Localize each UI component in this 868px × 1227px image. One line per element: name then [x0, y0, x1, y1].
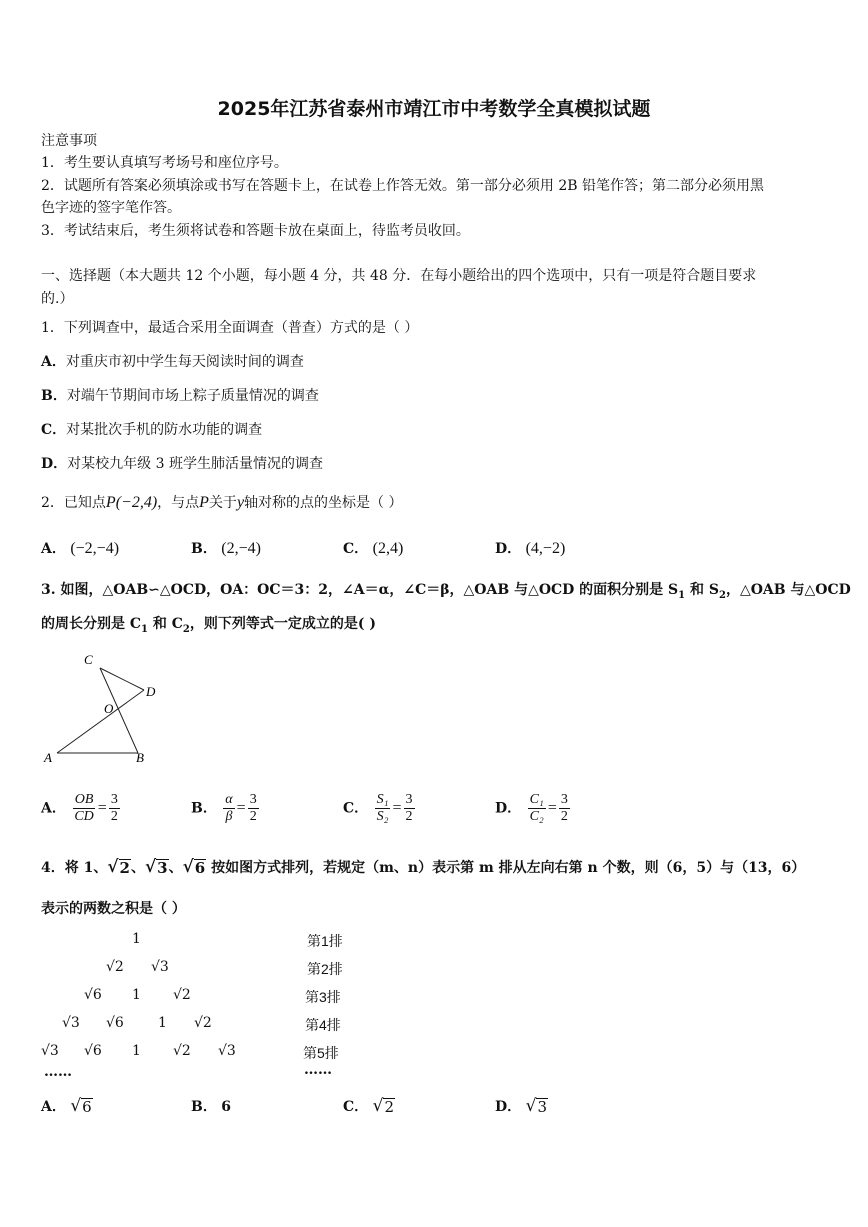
row-label: 第3排 — [305, 989, 341, 1005]
q1-option-c: C．对某批次手机的防水功能的调查 — [41, 422, 263, 438]
question-2-stem: 2．已知点P(−2,4)，与点P关于y轴对称的点的坐标是（ ） — [41, 494, 403, 511]
q3-option-c: C． $\frac{\text{S₁}}{\text{S₂}}$ = $\frac{3}{2}$ — [343, 792, 413, 824]
triangle-cell: √6 — [106, 1015, 124, 1031]
row-label: 第1排 — [307, 933, 343, 949]
q1-option-a: A．对重庆市初中学生每天阅读时间的调查 — [41, 354, 304, 370]
notice-heading: 注意事项 — [41, 133, 97, 149]
triangle-cell: √3 — [41, 1043, 59, 1059]
notice-item: 3．考试结束后，考生须将试卷和答题卡放在桌面上，待监考员收回。 — [41, 223, 470, 239]
label-a: A — [44, 750, 52, 765]
row-label: 第2排 — [307, 961, 343, 977]
q2-option-c: C． (2,4) — [343, 540, 404, 557]
triangle-figure — [40, 650, 170, 770]
row-label: 第4排 — [305, 1017, 341, 1033]
triangle-cell: √3 — [218, 1043, 236, 1059]
triangle-cell: 1 — [132, 987, 141, 1003]
q1-option-d: D．对某校九年级 3 班学生肺活量情况的调查 — [41, 456, 323, 472]
question-1-stem: 1．下列调查中，最适合采用全面调查（普查）方式的是（ ） — [41, 320, 419, 336]
triangle-cell: 1 — [158, 1015, 167, 1031]
label-c: C — [84, 652, 93, 667]
question-4-stem: 4．将 1、 √ 2 、 √ 3 、 √ 6 按如图方式排列，若规定（m、n）表示第 m 排从左向右第 n 个数，则（6，5）与（13，6） — [41, 857, 806, 877]
q3-option-a: A． $\frac{OB}{CD}$ = $\frac{3}{2}$ — [41, 792, 118, 824]
q3-option-d: D． $\frac{\text{C₁}}{\text{C₂}}$ = $\frac{3}{2}$ — [495, 792, 568, 824]
q1-option-b: B．对端午节期间市场上粽子质量情况的调查 — [41, 388, 319, 404]
q4-option-d: D． √ 3 — [495, 1096, 547, 1116]
label-b: B — [136, 750, 144, 765]
triangle-cell: √2 — [173, 1043, 191, 1059]
triangle-cell: √3 — [151, 959, 169, 975]
label-d: D — [146, 684, 156, 699]
q2-option-b: B． (2,−4) — [191, 540, 261, 557]
q3-option-b: B． $\frac{\alpha}{\beta}$ = $\frac{3}{2}$ — [191, 792, 257, 824]
q4-option-b: B． 6 — [191, 1099, 232, 1115]
question-3-stem-cont: 的周长分别是 $C_1$ 和 $C_2$，则下列等式一定成立的是( ) — [41, 616, 376, 635]
question-3-stem: 3. 如图，△OAB∽△OCD，OA：OC＝3：2，∠A＝α，∠C＝β，△OAB 与△OCD 的面积分别是 $S_1$ 和 $S_2$，△OAB 与△OCD — [41, 582, 851, 601]
triangle-cell: √3 — [62, 1015, 80, 1031]
q4-option-c: C． √ 2 — [343, 1096, 394, 1116]
notice-item: 2．试题所有答案必须填涂或书写在答题卡上，在试卷上作答无效。第一部分必须用 2B 铅笔作答；第二部分必须用黑 — [41, 178, 764, 194]
triangle-cell: √2 — [106, 959, 124, 975]
triangle-cell: √6 — [84, 1043, 102, 1059]
section-heading-cont: 的.） — [41, 291, 74, 307]
triangle-cell: 1 — [132, 1043, 141, 1059]
ellipsis: …… — [304, 1062, 332, 1078]
label-o: O — [104, 701, 114, 716]
section-heading: 一、选择题（本大题共 12 个小题，每小题 4 分，共 48 分．在每小题给出的四个选项中，只有一项是符合题目要求 — [41, 268, 757, 284]
notice-item: 1．考生要认真填写考场号和座位序号。 — [41, 155, 288, 171]
q2-option-a: A． (−2,−4) — [41, 540, 120, 557]
triangle-cell: 1 — [132, 931, 141, 947]
question-4-stem-cont: 表示的两数之积是（ ） — [41, 901, 186, 917]
q2-option-d: D． (4,−2) — [495, 540, 566, 557]
ellipsis: …… — [44, 1064, 72, 1080]
triangle-cell: √2 — [194, 1015, 212, 1031]
page-title: 2025年江苏省泰州市靖江市中考数学全真模拟试题 — [217, 98, 651, 120]
q4-option-a: A． √ 6 — [41, 1096, 92, 1116]
row-label: 第5排 — [303, 1045, 339, 1061]
triangle-cell: √6 — [84, 987, 102, 1003]
triangle-cell: √2 — [173, 987, 191, 1003]
notice-item: 色字迹的签字笔作答。 — [41, 200, 181, 216]
